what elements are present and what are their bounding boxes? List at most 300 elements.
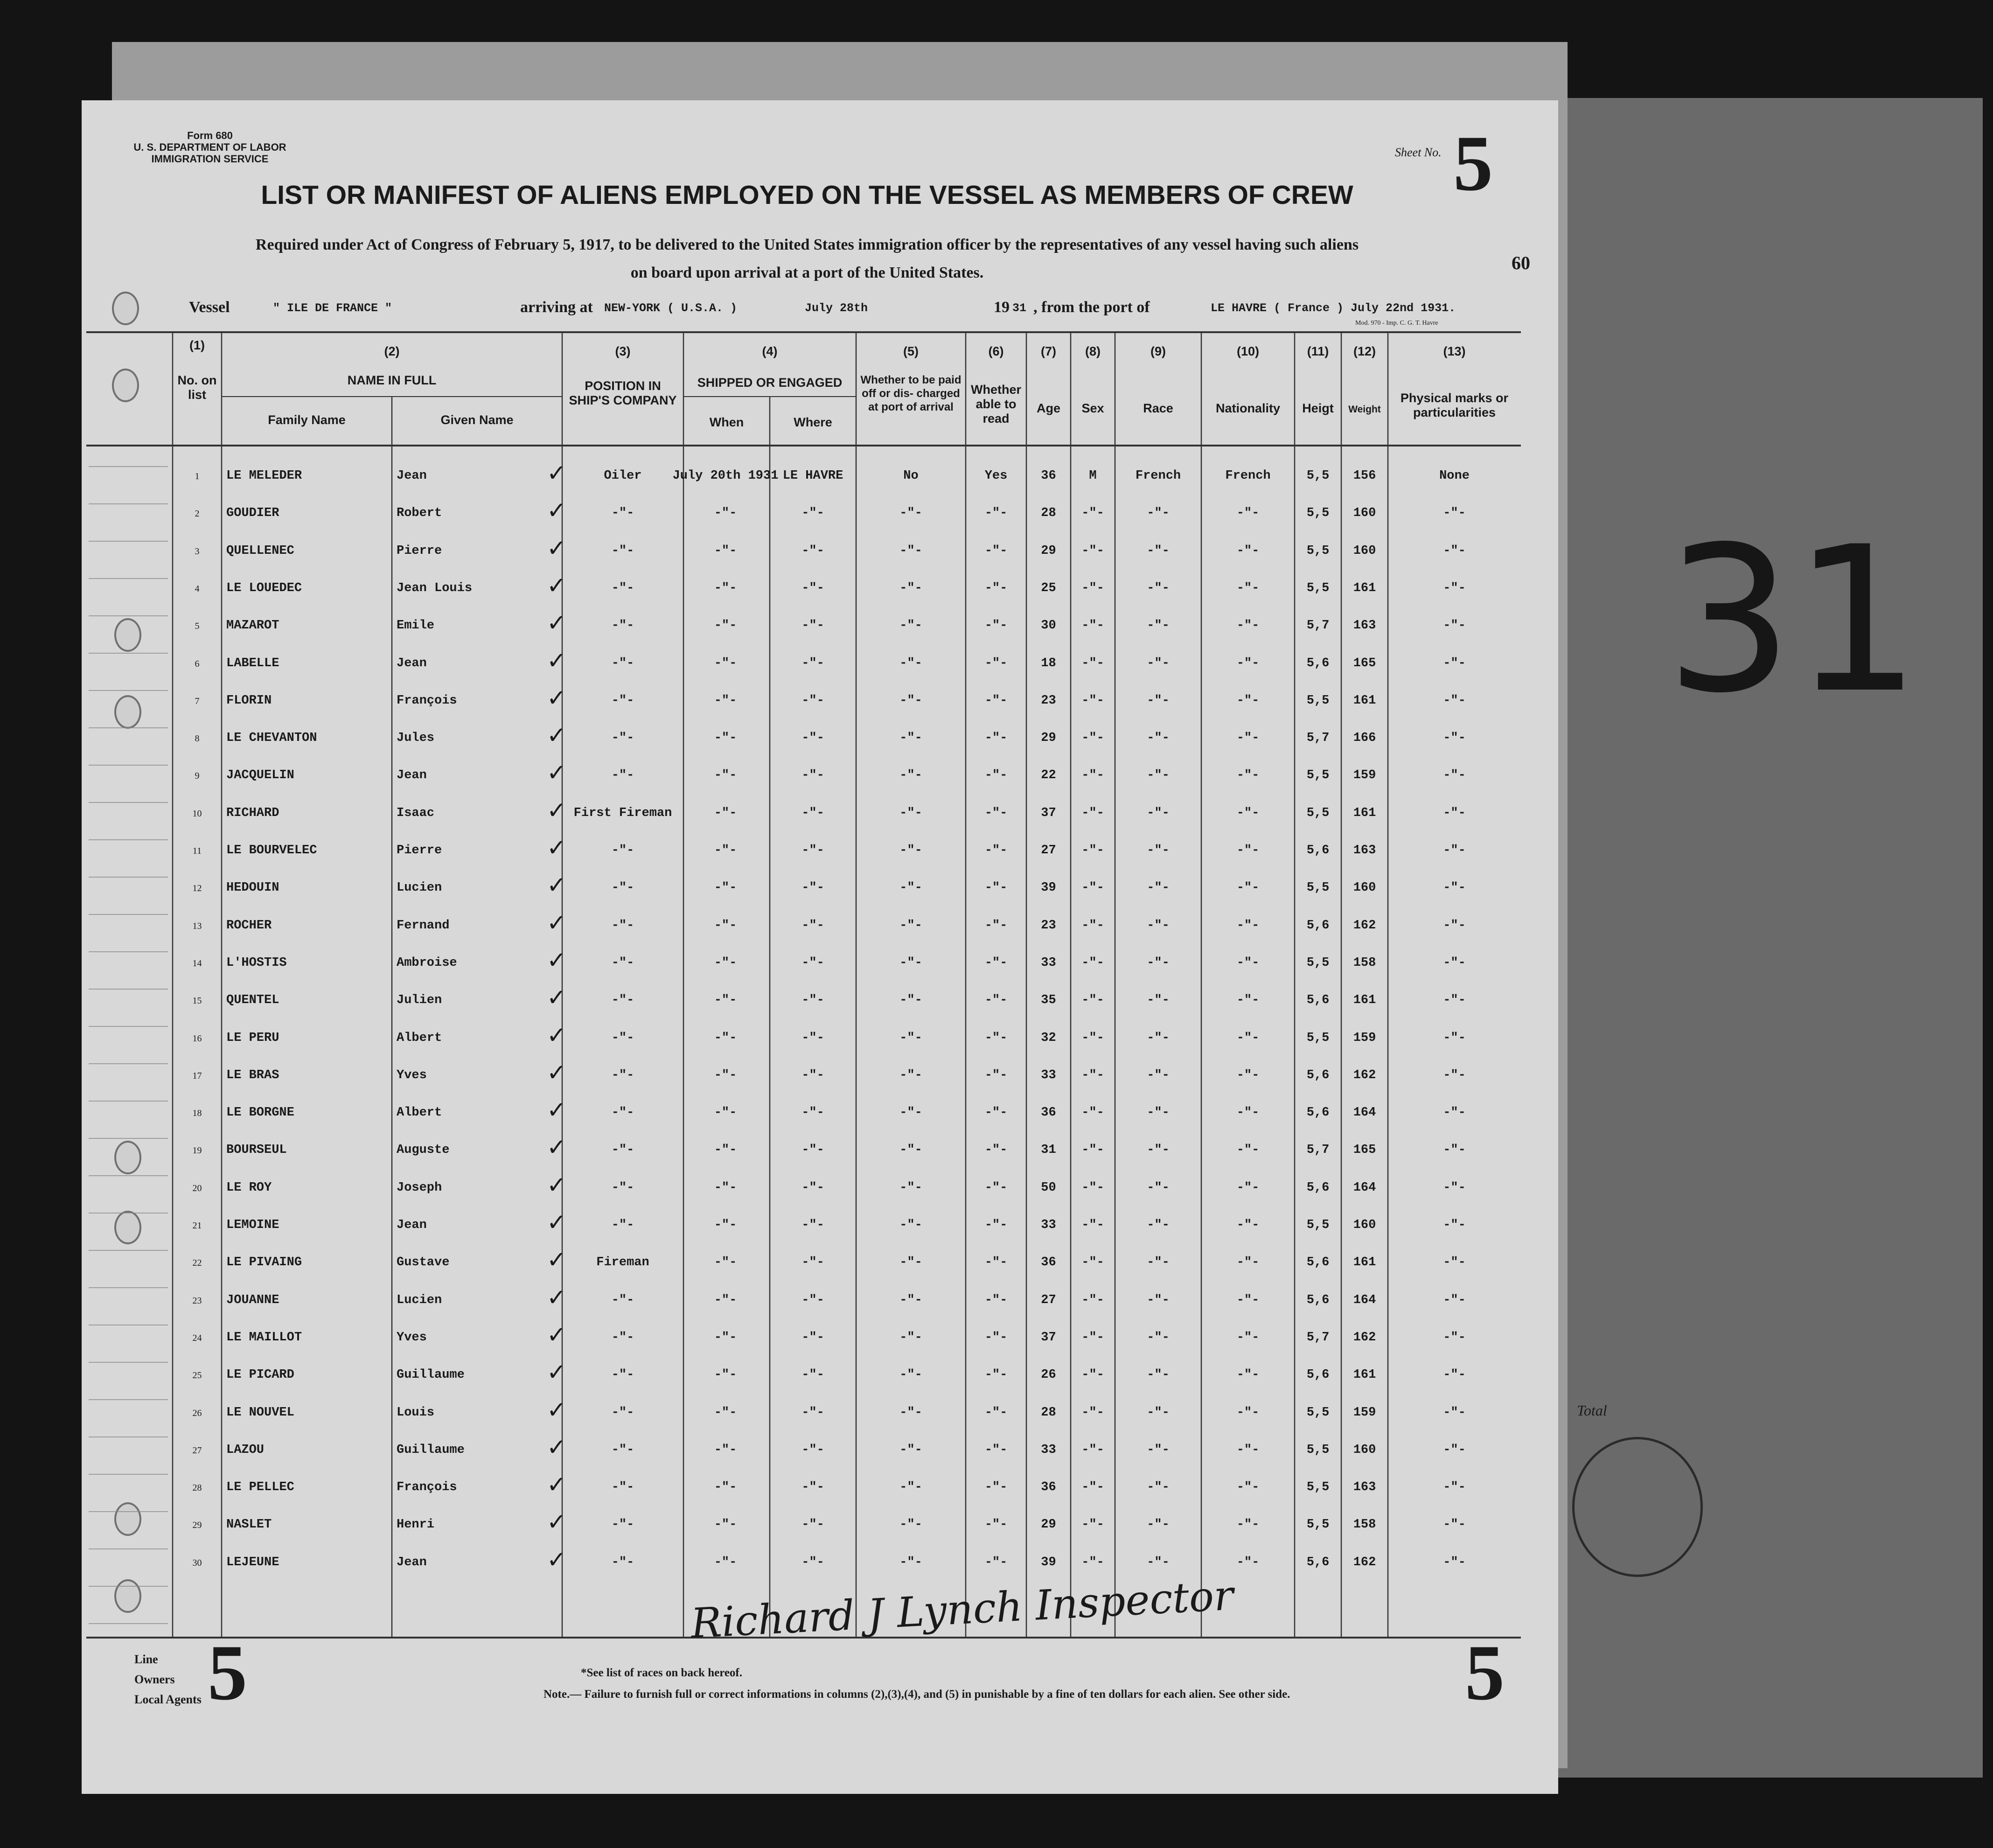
check-mark-icon: ✓ (547, 1246, 566, 1274)
cell-nationality: -"- (1236, 1443, 1260, 1457)
cell-position: -"- (611, 656, 634, 670)
col4-header: SHIPPED OR ENGAGED (697, 376, 843, 390)
cell-given: Henri (397, 1518, 435, 1532)
cell-height: 5,5 (1306, 1518, 1330, 1532)
cell-position: -"- (611, 1480, 634, 1495)
cell-where: -"- (801, 506, 824, 521)
cell-weight: 161 (1353, 1368, 1376, 1382)
col7-number: (7) (1041, 344, 1056, 358)
cell-position: -"- (611, 1405, 634, 1420)
cell-no: 2 (195, 509, 200, 519)
cell-family: NASLET (226, 1518, 272, 1532)
cell-no: 30 (192, 1557, 202, 1568)
cell-read: -"- (984, 1255, 1008, 1270)
cell-sex: -"- (1081, 806, 1104, 820)
cell-position: First Fireman (573, 806, 672, 820)
cell-weight: 158 (1353, 955, 1376, 970)
cell-position: -"- (611, 993, 634, 1008)
cell-family: BOURSEUL (226, 1143, 287, 1158)
cell-age: 33 (1041, 955, 1056, 970)
cell-marks: -"- (1443, 1068, 1466, 1082)
cell-marks: -"- (1443, 993, 1466, 1008)
check-mark-icon: ✓ (547, 834, 566, 861)
cell-race: -"- (1147, 1293, 1170, 1307)
cell-when: -"- (714, 1368, 737, 1382)
cell-weight: 163 (1353, 1480, 1376, 1495)
cell-nationality: -"- (1236, 844, 1260, 858)
cell-age: 28 (1041, 1405, 1056, 1420)
col8-header: Sex (1081, 401, 1104, 415)
cell-where: -"- (801, 1180, 824, 1195)
cell-nationality: -"- (1236, 881, 1260, 895)
cell-paid-off: -"- (899, 1518, 922, 1532)
cell-weight: 162 (1353, 1555, 1376, 1569)
cell-sex: -"- (1081, 693, 1104, 708)
cell-position: -"- (611, 693, 634, 708)
cell-paid-off: -"- (899, 844, 922, 858)
cell-marks: -"- (1443, 1480, 1466, 1495)
cell-sex: -"- (1081, 1143, 1104, 1158)
cell-position: Oiler (604, 469, 642, 483)
from-label: , from the port of (1033, 299, 1150, 316)
cell-marks: -"- (1443, 656, 1466, 670)
check-mark-icon: ✓ (547, 759, 566, 787)
cell-marks: -"- (1443, 619, 1466, 633)
check-mark-icon: ✓ (547, 1171, 566, 1199)
cell-given: Yves (397, 1068, 427, 1082)
cell-weight: 161 (1353, 693, 1376, 708)
cell-given: Jean (397, 469, 427, 483)
cell-sex: -"- (1081, 1518, 1104, 1532)
cell-race: -"- (1147, 1518, 1170, 1532)
cell-height: 5,5 (1306, 693, 1330, 708)
cell-position: -"- (611, 1555, 634, 1569)
cell-family: LE BOURVELEC (226, 844, 317, 858)
cell-nationality: -"- (1236, 806, 1260, 820)
cell-where: -"- (801, 1293, 824, 1307)
cell-position: Fireman (596, 1255, 649, 1270)
cell-family: L'HOSTIS (226, 955, 287, 970)
cell-paid-off: -"- (899, 1405, 922, 1420)
cell-when: -"- (714, 1031, 737, 1045)
cell-where: -"- (801, 1405, 824, 1420)
cell-read: -"- (984, 731, 1008, 746)
cell-age: 27 (1041, 844, 1056, 858)
cell-read: -"- (984, 1143, 1008, 1158)
cell-where: -"- (801, 844, 824, 858)
check-mark-icon: ✓ (547, 1471, 566, 1499)
cell-no: 20 (192, 1183, 202, 1193)
cell-when: -"- (714, 1180, 737, 1195)
cell-position: -"- (611, 844, 634, 858)
sheet-number: 5 (1453, 119, 1493, 207)
from-port: LE HAVRE ( France ) July 22nd 1931. (1211, 301, 1456, 315)
cell-paid-off: -"- (899, 656, 922, 670)
cell-read: -"- (984, 1443, 1008, 1457)
cell-read: -"- (984, 881, 1008, 895)
inspector-signature: Richard J Lynch Inspector (690, 1571, 1235, 1648)
cell-height: 5,5 (1306, 1405, 1330, 1420)
vessel-name: " ILE DE FRANCE " (273, 301, 392, 315)
cell-marks: -"- (1443, 1255, 1466, 1270)
cell-where: -"- (801, 1068, 824, 1082)
col11-number: (11) (1307, 344, 1329, 358)
cell-weight: 160 (1353, 1443, 1376, 1457)
cell-no: 1 (195, 471, 200, 481)
cell-family: LE PICARD (226, 1368, 294, 1382)
cell-nationality: -"- (1236, 1143, 1260, 1158)
cell-race: -"- (1147, 1480, 1170, 1495)
cell-position: -"- (611, 881, 634, 895)
cell-read: -"- (984, 1218, 1008, 1232)
cell-family: LE BRAS (226, 1068, 279, 1082)
cell-age: 37 (1041, 1330, 1056, 1345)
cell-sex: -"- (1081, 619, 1104, 633)
cell-given: Lucien (397, 1293, 442, 1307)
cell-nationality: -"- (1236, 1405, 1260, 1420)
cell-when: -"- (714, 506, 737, 521)
cell-race: -"- (1147, 844, 1170, 858)
document-title: LIST OR MANIFEST OF ALIENS EMPLOYED ON THE VESSEL AS MEMBERS OF CREW (261, 180, 1353, 210)
cell-paid-off: -"- (899, 1068, 922, 1082)
year-prefix: 19 (994, 299, 1010, 316)
cell-nationality: -"- (1236, 768, 1260, 783)
cell-when: -"- (714, 619, 737, 633)
form-number: Form 680 (187, 130, 233, 141)
cell-weight: 164 (1353, 1106, 1376, 1120)
cell-position: -"- (611, 731, 634, 746)
cell-where: -"- (801, 1518, 824, 1532)
cell-paid-off: -"- (899, 1293, 922, 1307)
cell-height: 5,5 (1306, 806, 1330, 820)
cell-race: -"- (1147, 619, 1170, 633)
cell-position: -"- (611, 918, 634, 933)
col2-header: NAME IN FULL (347, 373, 437, 387)
cell-nationality: -"- (1236, 581, 1260, 595)
cell-read: -"- (984, 1180, 1008, 1195)
col4b-header: Where (794, 415, 832, 429)
cell-where: -"- (801, 918, 824, 933)
cell-read: -"- (984, 955, 1008, 970)
cell-no: 11 (192, 846, 202, 856)
check-mark-icon: ✓ (547, 1096, 566, 1124)
cell-paid-off: No (903, 469, 919, 483)
cell-position: -"- (611, 1180, 634, 1195)
cell-height: 5,6 (1306, 1255, 1330, 1270)
cell-when: -"- (714, 1405, 737, 1420)
cell-nationality: -"- (1236, 693, 1260, 708)
cell-paid-off: -"- (899, 506, 922, 521)
year-suffix: 31 (1012, 301, 1027, 315)
cell-given: Emile (397, 619, 435, 633)
cell-weight: 156 (1353, 469, 1376, 483)
cell-given: Pierre (397, 844, 442, 858)
cell-paid-off: -"- (899, 1368, 922, 1382)
cell-position: -"- (611, 581, 634, 595)
col2-number: (2) (384, 344, 400, 358)
cell-nationality: -"- (1236, 544, 1260, 558)
cell-paid-off: -"- (899, 768, 922, 783)
cell-given: Joseph (397, 1180, 442, 1195)
cell-where: -"- (801, 619, 824, 633)
col10-number: (10) (1236, 344, 1259, 358)
check-mark-icon: ✓ (547, 647, 566, 674)
col12-header: Weight (1348, 404, 1381, 415)
check-mark-icon: ✓ (547, 984, 566, 1011)
cell-height: 5,7 (1306, 731, 1330, 746)
cell-paid-off: -"- (899, 1480, 922, 1495)
cell-sex: -"- (1081, 1368, 1104, 1382)
cell-height: 5,6 (1306, 1068, 1330, 1082)
cell-family: LE MAILLOT (226, 1330, 302, 1345)
cell-paid-off: -"- (899, 881, 922, 895)
cell-height: 5,6 (1306, 918, 1330, 933)
cell-marks: -"- (1443, 1031, 1466, 1045)
cell-family: LE MELEDER (226, 469, 302, 483)
cell-marks: -"- (1443, 1443, 1466, 1457)
check-mark-icon: ✓ (547, 609, 566, 637)
cell-given: Auguste (397, 1143, 450, 1158)
cell-age: 29 (1041, 731, 1056, 746)
cell-when: -"- (714, 581, 737, 595)
cell-race: -"- (1147, 731, 1170, 746)
vessel-label: Vessel (189, 299, 230, 316)
cell-paid-off: -"- (899, 1143, 922, 1158)
cell-given: Jean (397, 768, 427, 783)
check-mark-icon: ✓ (547, 460, 566, 487)
cell-position: -"- (611, 768, 634, 783)
cell-when: -"- (714, 1106, 737, 1120)
cell-race: -"- (1147, 506, 1170, 521)
cell-paid-off: -"- (899, 1180, 922, 1195)
check-mark-icon: ✓ (547, 1021, 566, 1049)
cell-family: LE PIVAING (226, 1255, 302, 1270)
cell-given: Isaac (397, 806, 435, 820)
cell-weight: 161 (1353, 993, 1376, 1008)
cell-family: LE LOUEDEC (226, 581, 302, 595)
col4a-header: When (709, 415, 744, 429)
cell-where: -"- (801, 731, 824, 746)
cell-race: -"- (1147, 1330, 1170, 1345)
cell-marks: -"- (1443, 1330, 1466, 1345)
cell-race: -"- (1147, 1555, 1170, 1569)
cell-nationality: -"- (1236, 731, 1260, 746)
cell-where: -"- (801, 544, 824, 558)
sheet-number-footer-left: 5 (208, 1629, 247, 1716)
cell-when: -"- (714, 1293, 737, 1307)
cell-nationality: -"- (1236, 1368, 1260, 1382)
cell-nationality: -"- (1236, 1518, 1260, 1532)
cell-height: 5,7 (1306, 1143, 1330, 1158)
service: IMMIGRATION SERVICE (151, 153, 269, 165)
cell-when: -"- (714, 1480, 737, 1495)
cell-age: 31 (1041, 1143, 1056, 1158)
cell-weight: 164 (1353, 1180, 1376, 1195)
cell-age: 35 (1041, 993, 1056, 1008)
cell-no: 21 (192, 1220, 202, 1231)
cell-weight: 159 (1353, 1405, 1376, 1420)
cell-where: -"- (801, 768, 824, 783)
cell-position: -"- (611, 1106, 634, 1120)
cell-paid-off: -"- (899, 544, 922, 558)
cell-read: -"- (984, 993, 1008, 1008)
cell-race: -"- (1147, 1368, 1170, 1382)
cell-height: 5,6 (1306, 1293, 1330, 1307)
cell-nationality: -"- (1236, 1293, 1260, 1307)
check-mark-icon: ✓ (547, 796, 566, 824)
cell-where: -"- (801, 581, 824, 595)
cell-family: GOUDIER (226, 506, 279, 521)
cell-given: Guillaume (397, 1443, 465, 1457)
cell-read: Yes (984, 469, 1008, 483)
cell-position: -"- (611, 1293, 634, 1307)
check-mark-icon: ✓ (547, 1321, 566, 1348)
cell-weight: 162 (1353, 1330, 1376, 1345)
cell-when: -"- (714, 1555, 737, 1569)
cell-family: LE BORGNE (226, 1106, 294, 1120)
cell-when: -"- (714, 768, 737, 783)
cell-where: -"- (801, 1330, 824, 1345)
cell-paid-off: -"- (899, 955, 922, 970)
cell-marks: -"- (1443, 1518, 1466, 1532)
cell-where: -"- (801, 1443, 824, 1457)
cell-given: Albert (397, 1106, 442, 1120)
cell-height: 5,6 (1306, 844, 1330, 858)
cell-race: -"- (1147, 768, 1170, 783)
cell-no: 3 (195, 546, 200, 557)
cell-where: -"- (801, 1555, 824, 1569)
cell-height: 5,7 (1306, 1330, 1330, 1345)
check-mark-icon: ✓ (547, 1359, 566, 1386)
cell-age: 36 (1041, 1480, 1056, 1495)
cell-nationality: -"- (1236, 955, 1260, 970)
cell-marks: -"- (1443, 1555, 1466, 1569)
cell-race: -"- (1147, 1443, 1170, 1457)
cell-position: -"- (611, 1218, 634, 1232)
cell-sex: -"- (1081, 1180, 1104, 1195)
cell-nationality: -"- (1236, 656, 1260, 670)
cell-marks: None (1439, 469, 1470, 483)
cell-read: -"- (984, 506, 1008, 521)
cell-nationality: -"- (1236, 1255, 1260, 1270)
cell-marks: -"- (1443, 1293, 1466, 1307)
cell-race: -"- (1147, 918, 1170, 933)
cell-read: -"- (984, 619, 1008, 633)
cell-when: -"- (714, 656, 737, 670)
cell-no: 4 (195, 583, 200, 594)
cell-marks: -"- (1443, 1368, 1466, 1382)
cell-paid-off: -"- (899, 1443, 922, 1457)
cell-weight: 160 (1353, 881, 1376, 895)
cell-given: Jean (397, 656, 427, 670)
cell-paid-off: -"- (899, 993, 922, 1008)
page-number: 60 (1512, 252, 1530, 273)
cell-read: -"- (984, 918, 1008, 933)
cell-family: LE CHEVANTON (226, 731, 317, 746)
cell-age: 30 (1041, 619, 1056, 633)
cell-weight: 161 (1353, 806, 1376, 820)
cell-when: -"- (714, 993, 737, 1008)
cell-age: 28 (1041, 506, 1056, 521)
cell-weight: 160 (1353, 506, 1376, 521)
cell-paid-off: -"- (899, 731, 922, 746)
cell-race: -"- (1147, 1218, 1170, 1232)
col5-header: Whether to be paid off or dis- charged at port of arrival (860, 374, 962, 413)
cell-paid-off: -"- (899, 1555, 922, 1569)
cell-race: -"- (1147, 993, 1170, 1008)
cell-given: Guillaume (397, 1368, 465, 1382)
cell-where: -"- (801, 993, 824, 1008)
check-mark-icon: ✓ (547, 1134, 566, 1161)
cell-height: 5,5 (1306, 581, 1330, 595)
cell-nationality: -"- (1236, 1068, 1260, 1082)
cell-when: -"- (714, 731, 737, 746)
cell-family: LAZOU (226, 1443, 265, 1457)
cell-no: 9 (195, 771, 200, 781)
printer-reference: Mod. 970 - Imp. C. G. T. Havre (1355, 320, 1438, 327)
cell-sex: -"- (1081, 1330, 1104, 1345)
check-mark-icon: ✓ (547, 497, 566, 524)
cell-where: -"- (801, 1031, 824, 1045)
cell-no: 12 (192, 883, 202, 894)
cell-family: LE ROY (226, 1180, 272, 1195)
cell-when: -"- (714, 1255, 737, 1270)
cell-no: 16 (192, 1033, 202, 1044)
cell-when: -"- (714, 844, 737, 858)
cell-age: 29 (1041, 1518, 1056, 1532)
cell-when: July 20th 1931 (672, 469, 779, 483)
cell-where: -"- (801, 881, 824, 895)
cell-sex: -"- (1081, 544, 1104, 558)
cell-position: -"- (611, 1330, 634, 1345)
cell-nationality: -"- (1236, 1555, 1260, 1569)
cell-family: JOUANNE (226, 1293, 279, 1307)
cell-nationality: -"- (1236, 1330, 1260, 1345)
check-mark-icon: ✓ (547, 722, 566, 749)
cell-where: -"- (801, 955, 824, 970)
cell-no: 10 (192, 808, 202, 819)
cell-age: 27 (1041, 1293, 1056, 1307)
cell-when: -"- (714, 693, 737, 708)
cell-sex: -"- (1081, 731, 1104, 746)
cell-height: 5,6 (1306, 1368, 1330, 1382)
cell-read: -"- (984, 1518, 1008, 1532)
cell-no: 15 (192, 996, 202, 1006)
cell-weight: 166 (1353, 731, 1376, 746)
check-mark-icon: ✓ (547, 946, 566, 974)
cell-read: -"- (984, 1368, 1008, 1382)
cell-position: -"- (611, 955, 634, 970)
cell-where: -"- (801, 1368, 824, 1382)
cell-when: -"- (714, 955, 737, 970)
department: U. S. DEPARTMENT OF LABOR (133, 141, 286, 153)
cell-marks: -"- (1443, 1218, 1466, 1232)
col3-number: (3) (615, 344, 631, 358)
cell-age: 25 (1041, 581, 1056, 595)
cell-age: 23 (1041, 693, 1056, 708)
cell-race: -"- (1147, 1405, 1170, 1420)
cell-marks: -"- (1443, 1405, 1466, 1420)
cell-no: 25 (192, 1370, 202, 1381)
cell-weight: 158 (1353, 1518, 1376, 1532)
check-mark-icon: ✓ (547, 1508, 566, 1536)
margin-annotation: 31 (1665, 504, 1921, 737)
cell-no: 22 (192, 1258, 202, 1269)
col6-header: Whether able to read (971, 383, 1021, 425)
cell-weight: 162 (1353, 918, 1376, 933)
cell-given: Lucien (397, 881, 442, 895)
cell-weight: 160 (1353, 1218, 1376, 1232)
